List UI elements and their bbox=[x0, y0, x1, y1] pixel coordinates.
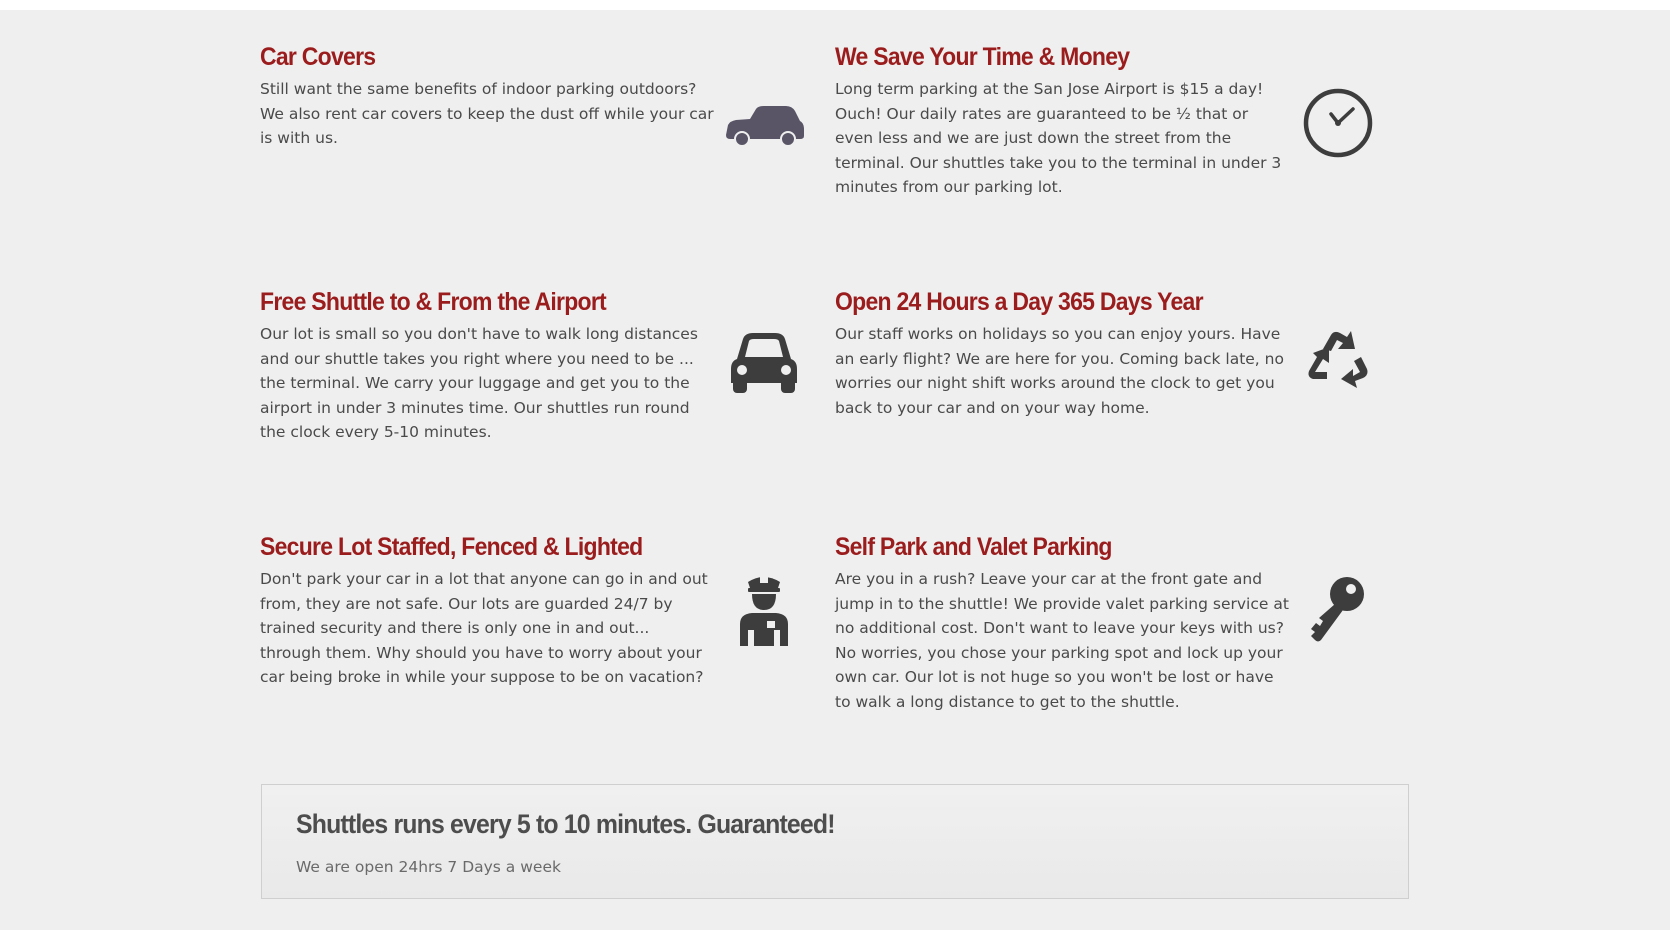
feature-car-covers bbox=[260, 41, 840, 151]
feature-secure-lot bbox=[260, 531, 840, 690]
feature-text: Don't park your car in a lot that anyone can go in and out from, they are not safe. Our lots are guarded 24/7 by trained security and there is only one in and out... through them. Why should you have to worry about your car being broke in while your suppose to be on vacation? bbox=[260, 570, 708, 686]
key-icon bbox=[1296, 567, 1380, 651]
car-side-icon bbox=[722, 84, 806, 168]
feature-free-shuttle bbox=[260, 286, 840, 445]
banner-subtitle: We are open 24hrs 7 Days a week bbox=[296, 858, 561, 876]
police-officer-icon bbox=[722, 567, 806, 651]
banner-title: Shuttles runs every 5 to 10 minutes. Guaranteed! bbox=[296, 809, 835, 839]
feature-text: Our lot is small so you don't have to walk long distances and our shuttle takes you right where you need to be ... the terminal. We carry your luggage and get you to the airport in under 3 minutes time. Our shuttles run round the clock every 5-10 minutes. bbox=[260, 325, 698, 441]
feature-self-park-valet bbox=[835, 531, 1415, 714]
feature-title: Car Covers bbox=[260, 43, 376, 71]
feature-title: Self Park and Valet Parking bbox=[835, 533, 1112, 561]
recycle-arrows-icon bbox=[1296, 320, 1380, 404]
feature-title: Open 24 Hours a Day 365 Days Year bbox=[835, 288, 1203, 316]
guarantee-banner bbox=[261, 784, 1409, 899]
feature-save-time-money bbox=[835, 41, 1415, 200]
car-front-icon bbox=[722, 320, 806, 404]
feature-title: Secure Lot Staffed, Fenced & Lighted bbox=[260, 533, 643, 561]
feature-text: Our staff works on holidays so you can enjoy yours. Have an early flight? We are here for you. Coming back late, no worries our night shift works around the clock to get you back to your car and on your way home. bbox=[835, 325, 1284, 417]
feature-text: Long term parking at the San Jose Airport is $15 a day! Ouch! Our daily rates are guaranteed to be ½ that or even less and we are just down the street from the terminal. Our shuttles take you to the terminal in under 3 minutes from our parking lot. bbox=[835, 80, 1282, 196]
features-section bbox=[0, 10, 1670, 930]
feature-open-24-hours bbox=[835, 286, 1415, 420]
clock-icon bbox=[1296, 81, 1380, 165]
feature-text: Are you in a rush? Leave your car at the front gate and jump in to the shuttle! We provide valet parking service at no additional cost. Don't want to leave your keys with us? No worries, you chose your parking spot and lock up your own car. Our lot is not huge so you won't be lost or have to walk a long distance to get to the shuttle. bbox=[835, 570, 1289, 711]
feature-title: Free Shuttle to & From the Airport bbox=[260, 288, 606, 316]
feature-title: We Save Your Time & Money bbox=[835, 43, 1130, 71]
feature-text: Still want the same benefits of indoor parking outdoors? We also rent car covers to keep the dust off while your car is with us. bbox=[260, 80, 714, 147]
